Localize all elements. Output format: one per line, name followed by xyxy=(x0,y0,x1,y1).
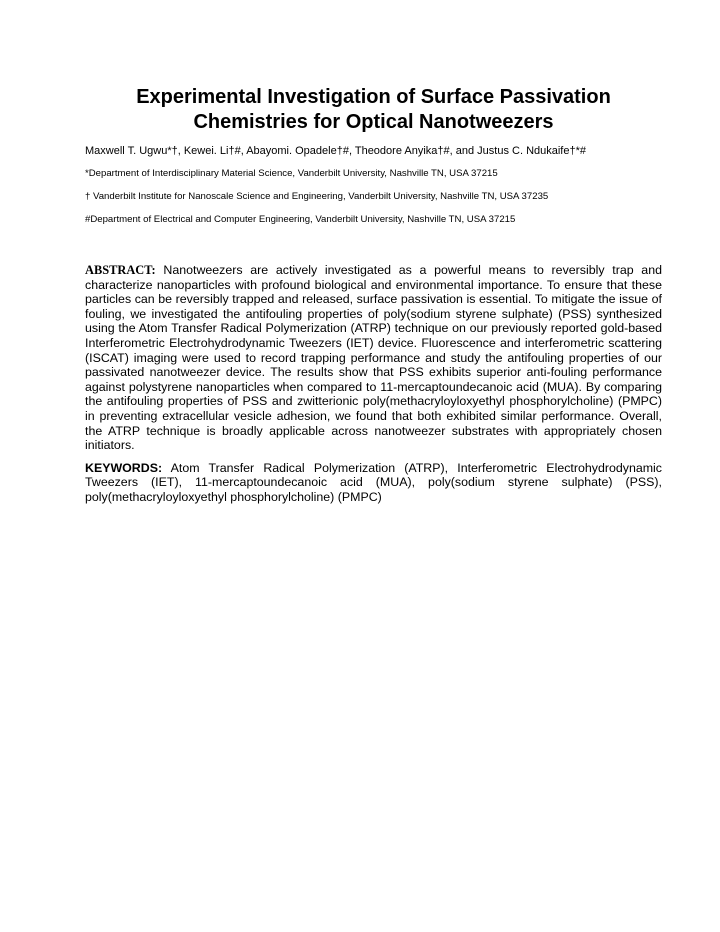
affiliation-2: † Vanderbilt Institute for Nanoscale Science and Engineering, Vanderbilt University, Nashville TN, USA 37235 xyxy=(85,191,549,202)
keywords-text: Atom Transfer Radical Polymerization (ATRP), Interferometric Electrohydrodynamic Tweezers (IET), 11-mercaptoundecanoic acid (MUA), poly(sodium styrene sulphate) (PSS), poly(methacryloyloxyethyl phosphorylcholine) (PMPC) xyxy=(85,460,662,504)
paper-title-line-1: Experimental Investigation of Surface Passivation xyxy=(136,86,611,108)
paper-title xyxy=(85,85,662,135)
abstract-label: ABSTRACT: xyxy=(85,263,156,277)
abstract xyxy=(85,263,662,453)
author-list: Maxwell T. Ugwu*†, Kewei. Li†#, Abayomi. Opadele†#, Theodore Anyika†#, and Justus C. Ndukaife†*# xyxy=(85,145,586,157)
keywords-label: KEYWORDS: xyxy=(85,460,163,475)
affiliation-3: #Department of Electrical and Computer Engineering, Vanderbilt University, Nashville TN, USA 37215 xyxy=(85,214,516,225)
keywords xyxy=(85,461,662,505)
abstract-text: Nanotweezers are actively investigated as a powerful means to reversibly trap and characterize nanoparticles with profound biological and environmental importance. To ensure that these particles can be reversibly trapped and released, surface passivation is essential. To mitigate the issue of fouling, we investigated the antifouling properties of poly(sodium styrene sulphate) (PSS) synthesized using the Atom Transfer Radical Polymerization (ATRP) technique on our previously reported gold-based Interferometric Electrohydrodynamic Tweezers (IET) device. Fluorescence and interferometric scattering (ISCAT) imaging were used to record trapping performance and study the antifouling properties of our passivated nanotweezer device. The results show that PSS exhibits superior anti-fouling performance against polystyrene nanoparticles when compared to 11-mercaptoundecanoic acid (MUA). By comparing the antifouling properties of PSS and zwitterionic poly(methacryloyloxyethyl phosphorylcholine) (PMPC) in preventing extracellular vesicle adhesion, we found that both exhibited similar performance. Overall, the ATRP technique is broadly applicable across nanotweezer substrates with appropriately chosen initiators. xyxy=(85,263,662,453)
affiliation-1: *Department of Interdisciplinary Material Science, Vanderbilt University, Nashville TN, USA 37215 xyxy=(85,168,498,179)
paper-title-line-2: Chemistries for Optical Nanotweezers xyxy=(193,111,554,133)
paper-page xyxy=(85,85,662,505)
